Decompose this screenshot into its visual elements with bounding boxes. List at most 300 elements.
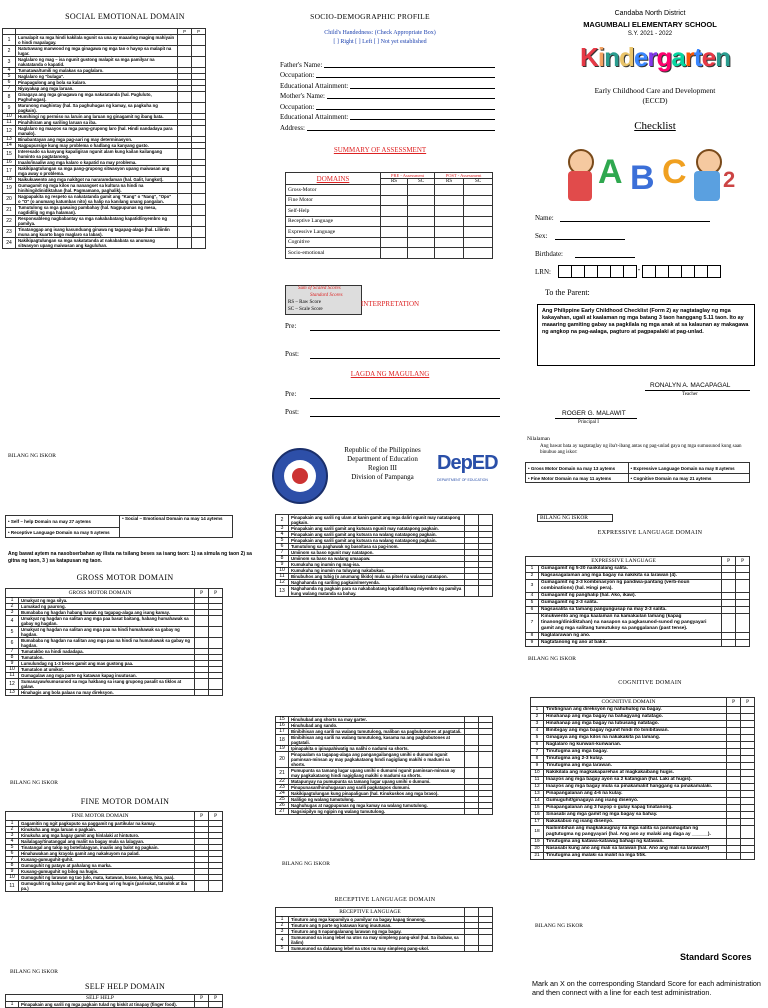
lrn-digit-box[interactable]	[694, 265, 708, 278]
lrn-digit-box[interactable]	[571, 265, 585, 278]
summary-score-cell[interactable]	[408, 237, 435, 248]
gross-item-text: Hinahagis ang bola palaas na may direksyon.	[19, 690, 195, 696]
social-check-cell[interactable]	[178, 216, 192, 227]
socio-field-row[interactable]	[280, 121, 495, 132]
selfhelp-check-cell[interactable]	[465, 768, 479, 779]
cognitive-check-cell[interactable]	[727, 707, 741, 714]
selfhelp-bilang: BILANG NG ISKOR	[282, 861, 330, 867]
summary-score-cell[interactable]	[435, 185, 464, 196]
social-check-cell[interactable]	[192, 92, 206, 103]
cognitive-check-cell[interactable]	[741, 791, 755, 798]
receptive-item-number: 4	[276, 935, 289, 946]
summary-score-cell[interactable]	[435, 206, 464, 217]
expressive-check-cell[interactable]	[722, 600, 736, 607]
gross-item-number: 6	[6, 638, 19, 649]
socio-field-row[interactable]	[280, 69, 495, 80]
cognitive-check-cell[interactable]	[727, 791, 741, 798]
cognitive-check-cell[interactable]	[741, 756, 755, 763]
cognitive-item-text: Inaayos ang mga bagay ayon sa 2 katangian (hal. Laki at hugis).	[544, 777, 727, 784]
gross-check-cell[interactable]	[209, 627, 223, 638]
cognitive-check-cell[interactable]	[741, 763, 755, 770]
socio-field-row[interactable]	[280, 58, 495, 69]
expressive-check-cell[interactable]	[736, 593, 750, 600]
selfhelp-item-text: Binibihisan ang sarili na walang tumutulong, maliban sa pagbubutones at pagtatali.	[289, 729, 465, 735]
expressive-check-cell[interactable]	[736, 640, 750, 647]
selfhelp-check-cell[interactable]	[479, 768, 493, 779]
social-check-cell[interactable]	[178, 149, 192, 160]
socio-field-line[interactable]	[350, 88, 495, 89]
cognitive-check-cell[interactable]	[741, 707, 755, 714]
social-check-cell[interactable]	[178, 35, 192, 46]
social-check-cell[interactable]	[178, 238, 192, 249]
receptive-item-text: Tinuturo ang 5 napangalanang larawan ng mga bagay.	[289, 929, 465, 935]
social-check-cell[interactable]	[178, 46, 192, 57]
selfhelp-item-number: 15	[276, 717, 289, 723]
summary-score-cell[interactable]	[381, 216, 408, 227]
selfhelp-check-cell[interactable]	[479, 752, 493, 768]
expressive-check-cell[interactable]	[736, 573, 750, 580]
gross-check-cell[interactable]	[209, 690, 223, 696]
summary-col: SC	[464, 179, 493, 185]
expressive-check-cell[interactable]	[736, 566, 750, 573]
selfhelp-check-cell[interactable]	[479, 515, 493, 526]
social-item-text: Marunong maghintay (hal. Sa paghuhugas ng kamay, sa pagkuha ng pagkain).	[16, 103, 178, 114]
social-check-cell[interactable]	[192, 205, 206, 216]
gross-item-text: Lumulundag ng 1-3 beses gamit ang mas gustong paa.	[19, 661, 195, 667]
cognitive-check-cell[interactable]	[727, 721, 741, 728]
social-item-text: Pinahihiram ang sariling laruan sa iba.	[16, 120, 178, 126]
selfhelp-item-number: 24	[276, 791, 289, 797]
summary-row	[286, 185, 493, 196]
summary-domain: Expressive Language	[286, 227, 381, 238]
gross-check-cell[interactable]	[209, 679, 223, 690]
expressive-check-cell[interactable]	[722, 580, 736, 593]
republic-line1: Republic of the Philippines	[344, 446, 421, 454]
cognitive-row	[531, 805, 755, 812]
summary-domain: Gross-Motor	[286, 185, 381, 196]
lagda-pre-line[interactable]	[310, 398, 500, 399]
socio-field-line[interactable]	[307, 130, 495, 131]
cognitive-check-cell[interactable]	[741, 777, 755, 784]
receptive-check-cell[interactable]	[479, 946, 493, 952]
expressive-item-number: 1	[526, 566, 539, 573]
summary-score-cell[interactable]	[408, 185, 435, 196]
cognitive-item-number: 18	[531, 826, 544, 839]
summary-score-cell[interactable]	[408, 248, 435, 259]
cognitive-check-cell[interactable]	[727, 742, 741, 749]
summary-score-cell[interactable]	[408, 195, 435, 206]
cognitive-item-text: Inaayos ang mga bagay mula sa pinakamaliit hanggang sa pinakamalaki.	[544, 784, 727, 791]
summary-score-cell[interactable]	[464, 185, 493, 196]
selfhelp-row	[276, 729, 493, 735]
selfhelp-row	[6, 1002, 223, 1008]
cognitive-check-cell[interactable]	[741, 826, 755, 839]
cover-domain-box: • Gross Motor Domain na may 13 aytems • Expressive Language Domain na may 8 aytems • Fine Motor Domain na may 11 aytems • Cognitive Domain na may 21 aytems	[525, 462, 750, 483]
cover-box-2: Expressive Language Domain na may 8 aytems	[633, 465, 735, 471]
fine-item-number: 5	[6, 845, 19, 851]
cognitive-check-cell[interactable]	[727, 763, 741, 770]
social-check-cell[interactable]	[192, 57, 206, 68]
social-check-cell[interactable]	[178, 126, 192, 137]
gross-check-cell[interactable]	[195, 638, 209, 649]
summary-col: SC	[408, 179, 435, 185]
cognitive-check-cell[interactable]	[727, 853, 741, 860]
fine-check-cell[interactable]	[195, 881, 209, 892]
social-item-text: Nagpupursige kung may problema o hadlang sa kanyang gusto.	[16, 143, 178, 149]
summary-score-cell[interactable]	[464, 227, 493, 238]
expressive-row	[526, 580, 750, 593]
expressive-table	[525, 556, 750, 647]
birthdate-field[interactable]	[575, 257, 635, 258]
gross-check-cell[interactable]	[195, 616, 209, 627]
expressive-bilang-top: BILANG NG ISKOR	[537, 514, 613, 522]
selfhelp-table-3	[275, 716, 493, 815]
receptive-check-cell[interactable]	[465, 935, 479, 946]
cognitive-row	[531, 714, 755, 721]
selfhelp-check-cell[interactable]	[479, 586, 493, 597]
kindergarten-banner	[565, 40, 745, 74]
cognitive-col-1: P	[727, 698, 741, 707]
selfhelp-check-cell[interactable]	[209, 1002, 223, 1008]
parent-text-box: Ang Philippine Early Childhood Checklist (Form 2) ay nagtataglay ng mga kakayahan, ugali at kaalaman ng mga batang 3 taon hanggang 5.11 taon. Ito ay maaaring gamiting gabay sa pagkilala ng mga anak at sa kalaunan ay makagawa ng angkop na pag-aalaga, pagturo at pagpapalaki at pag-unlad.	[537, 304, 755, 366]
social-check-cell[interactable]	[192, 103, 206, 114]
socio-field-line[interactable]	[324, 67, 495, 68]
cognitive-check-cell[interactable]	[741, 784, 755, 791]
socio-field-line[interactable]	[350, 119, 495, 120]
cognitive-check-cell[interactable]	[741, 812, 755, 819]
school-year: S.Y. 2021 - 2022	[627, 31, 673, 37]
lrn-dash: -	[637, 265, 641, 274]
cognitive-item-number: 13	[531, 791, 544, 798]
cognitive-check-cell[interactable]	[727, 784, 741, 791]
cognitive-check-cell[interactable]	[741, 819, 755, 826]
social-check-cell[interactable]	[178, 205, 192, 216]
expressive-check-cell[interactable]	[722, 614, 736, 633]
cognitive-item-number: 2	[531, 714, 544, 721]
cognitive-row	[531, 819, 755, 826]
lrn-digit-box[interactable]	[668, 265, 682, 278]
interp-pre-line[interactable]	[310, 330, 500, 331]
social-check-cell[interactable]	[192, 227, 206, 238]
summary-score-cell[interactable]	[381, 206, 408, 217]
cognitive-check-cell[interactable]	[727, 826, 741, 839]
social-row	[3, 205, 206, 216]
cognitive-row	[531, 756, 755, 763]
lrn-digit-box[interactable]	[623, 265, 637, 278]
summary-score-cell[interactable]	[381, 248, 408, 259]
selfhelp-item-number: 23	[276, 785, 289, 791]
selfhelp-check-cell[interactable]	[465, 586, 479, 597]
expressive-item-number: 6	[526, 607, 539, 614]
expressive-item-text: Gumagamit ng panghalip (hal. Ako, ikaw).	[539, 593, 722, 600]
kindergarten-letter: t	[693, 42, 702, 72]
interp-post-line[interactable]	[310, 358, 500, 359]
receptive-check-cell[interactable]	[465, 946, 479, 952]
social-check-cell[interactable]	[192, 216, 206, 227]
cognitive-item-text: Tinutugma ang mga larawan.	[544, 763, 727, 770]
selfhelp-item-number: 4	[276, 532, 289, 538]
selfhelp-check-cell[interactable]	[465, 752, 479, 768]
fine-item-text: Nailalagay/tinatanggal ang maliit na bagay mula sa lalagyan.	[19, 839, 195, 845]
social-check-cell[interactable]	[178, 227, 192, 238]
expressive-check-cell[interactable]	[722, 573, 736, 580]
expressive-check-cell[interactable]	[722, 633, 736, 640]
cognitive-check-cell[interactable]	[727, 714, 741, 721]
expressive-row	[526, 607, 750, 614]
cognitive-check-cell[interactable]	[741, 846, 755, 853]
social-check-cell[interactable]	[192, 194, 206, 205]
social-check-cell[interactable]	[178, 92, 192, 103]
expressive-check-cell[interactable]	[736, 600, 750, 607]
lrn-digit-box[interactable]	[642, 265, 656, 278]
social-item-number: 19	[3, 183, 16, 194]
selfhelp-title: SELF HELP DOMAIN	[84, 982, 166, 991]
lrn-digit-box[interactable]	[681, 265, 695, 278]
socio-field-label: Occupation:	[280, 102, 315, 111]
selfhelp-item-number: 25	[276, 797, 289, 803]
expressive-row	[526, 640, 750, 647]
expressive-row	[526, 566, 750, 573]
summary-score-cell[interactable]	[435, 227, 464, 238]
gross-title: GROSS MOTOR DOMAIN	[76, 573, 174, 582]
fine-item-number: 1	[6, 821, 19, 827]
cognitive-check-cell[interactable]	[727, 749, 741, 756]
fine-item-text: Kinukuha ang mga laruan o pagkain.	[19, 827, 195, 833]
cognitive-check-cell[interactable]	[727, 805, 741, 812]
kindergarten-letter: d	[618, 42, 634, 72]
social-check-cell[interactable]	[178, 57, 192, 68]
social-item-number: 1	[3, 35, 16, 46]
gross-check-cell[interactable]	[195, 679, 209, 690]
gross-col-2: P	[209, 589, 223, 598]
cognitive-check-cell[interactable]	[727, 846, 741, 853]
cognitive-row	[531, 707, 755, 714]
lagda-post-line[interactable]	[310, 416, 500, 417]
summary-score-cell[interactable]	[381, 185, 408, 196]
cognitive-check-cell[interactable]	[727, 798, 741, 805]
selfhelp-item-text: Ipinapakita o ipinapahiwatig na nalihi o nadumi sa shorts.	[289, 746, 465, 752]
expressive-check-cell[interactable]	[722, 640, 736, 647]
gross-item-text: Tumatakbo na hindi nadadapa.	[19, 649, 195, 655]
social-check-cell[interactable]	[192, 126, 206, 137]
fine-item-text: Kusang-gumuguhit-guhit.	[19, 857, 195, 863]
summary-table	[285, 172, 493, 259]
lrn-digit-box[interactable]	[610, 265, 624, 278]
gross-row	[6, 627, 223, 638]
social-item-number: 22	[3, 216, 16, 227]
socio-field-line[interactable]	[316, 109, 495, 110]
name-field[interactable]	[560, 221, 710, 222]
social-check-cell[interactable]	[178, 166, 192, 177]
expressive-check-cell[interactable]	[722, 607, 736, 614]
gross-item-number: 8	[6, 655, 19, 661]
summary-score-cell[interactable]	[435, 237, 464, 248]
selfhelp-check-cell[interactable]	[465, 809, 479, 815]
expressive-row	[526, 614, 750, 633]
summary-score-cell[interactable]	[464, 206, 493, 217]
receptive-header: RECEPTIVE LANGUAGE	[276, 908, 465, 917]
lagda-post-label: Post:	[285, 408, 300, 416]
lrn-digit-box[interactable]	[655, 265, 669, 278]
gross-check-cell[interactable]	[209, 616, 223, 627]
gross-check-cell[interactable]	[209, 638, 223, 649]
expressive-check-cell[interactable]	[736, 614, 750, 633]
selfhelp-row	[276, 586, 493, 597]
selfhelp-check-cell[interactable]	[195, 1002, 209, 1008]
lrn-field[interactable]	[558, 265, 720, 283]
cognitive-item-number: 20	[531, 846, 544, 853]
handedness-options[interactable]: [ ] Right [ ] Left [ ] Not yet established	[333, 39, 427, 45]
summary-score-cell[interactable]	[435, 248, 464, 259]
social-check-cell[interactable]	[192, 46, 206, 57]
fine-item-number: 9	[6, 869, 19, 875]
principal-line	[555, 418, 637, 419]
summary-score-cell[interactable]	[408, 227, 435, 238]
socio-field-row[interactable]	[280, 111, 495, 122]
socio-field-row[interactable]	[280, 90, 495, 101]
cognitive-check-cell[interactable]	[727, 819, 741, 826]
expressive-check-cell[interactable]	[736, 633, 750, 640]
cognitive-check-cell[interactable]	[727, 735, 741, 742]
cognitive-check-cell[interactable]	[741, 728, 755, 735]
social-check-cell[interactable]	[192, 149, 206, 160]
fine-item-number: 11	[6, 881, 19, 892]
summary-score-cell[interactable]	[381, 227, 408, 238]
social-check-cell[interactable]	[192, 35, 206, 46]
kids-abc-illustration: A B C 2	[568, 147, 748, 207]
cognitive-item-number: 21	[531, 853, 544, 860]
fine-check-cell[interactable]	[209, 881, 223, 892]
socio-field-line[interactable]	[327, 98, 495, 99]
receptive-item-text: Sumusunod sa isang lebel na utos na may simpleng pang-ukol (hal. Sa ibabaw, sa ilalim)	[289, 935, 465, 946]
summary-score-cell[interactable]	[464, 237, 493, 248]
selfhelp-item-number: 27	[276, 809, 289, 815]
socio-field-label: Address:	[280, 123, 305, 132]
selfhelp-item-text: Pinapakain ang sarili ng mga pagkain tulad ng biskit at tinapay (finger food).	[19, 1002, 195, 1008]
expressive-check-cell[interactable]	[722, 566, 736, 573]
cognitive-check-cell[interactable]	[727, 756, 741, 763]
social-check-cell[interactable]	[192, 166, 206, 177]
selfhelp-item-number: 11	[276, 574, 289, 580]
social-check-cell[interactable]	[192, 183, 206, 194]
cognitive-check-cell[interactable]	[727, 770, 741, 777]
selfhelp-item-text: Pinupunasan/hinuhugasan ang sarili pagkatapos dumumi.	[289, 785, 465, 791]
socio-field-line[interactable]	[316, 77, 495, 78]
district: Candaba North District	[614, 10, 686, 17]
cognitive-check-cell[interactable]	[741, 853, 755, 860]
social-item-text: Pinapagulong ang bola sa kalaro.	[16, 80, 178, 86]
gross-item-number: 10	[6, 667, 19, 673]
gross-check-cell[interactable]	[195, 627, 209, 638]
cognitive-check-cell[interactable]	[727, 728, 741, 735]
fine-row	[6, 881, 223, 892]
summary-col: RS	[381, 179, 408, 185]
social-item-text: Nakikipagtulungan sa mga nakatatanda at nakababata sa anumang sitwasyon upang maiwasan ang kaguluhan.	[16, 238, 178, 249]
cognitive-row	[531, 749, 755, 756]
summary-score-cell[interactable]	[464, 195, 493, 206]
cognitive-item-text: Nasasabi kung ano ang mali sa larawan (hal. Ano ang mali sa larawan?)	[544, 846, 727, 853]
cognitive-check-cell[interactable]	[741, 714, 755, 721]
selfhelp-check-cell[interactable]	[479, 809, 493, 815]
expressive-check-cell[interactable]	[736, 607, 750, 614]
cognitive-check-cell[interactable]	[741, 770, 755, 777]
gross-check-cell[interactable]	[195, 690, 209, 696]
selfhelp-item-text: Kumukuha ng inumin ng mag-isa.	[289, 562, 465, 568]
cognitive-check-cell[interactable]	[727, 839, 741, 846]
summary-score-cell[interactable]	[435, 195, 464, 206]
cognitive-check-cell[interactable]	[741, 805, 755, 812]
lrn-digit-box[interactable]	[707, 265, 721, 278]
social-row	[3, 92, 206, 103]
social-row	[3, 57, 206, 68]
lrn-digit-box[interactable]	[558, 265, 572, 278]
social-row	[3, 194, 206, 205]
cognitive-check-cell[interactable]	[727, 812, 741, 819]
fine-item-number: 7	[6, 857, 19, 863]
social-check-cell[interactable]	[178, 103, 192, 114]
summary-score-cell[interactable]	[464, 248, 493, 259]
lrn-digit-box[interactable]	[584, 265, 598, 278]
selfhelp-check-cell[interactable]	[479, 735, 493, 746]
selfhelp-check-cell[interactable]	[465, 515, 479, 526]
gross-item-text: Umakyat ng hagdan na salitan ang mga paa na hindi humahawak sa gabay ng hagdan.	[19, 627, 195, 638]
expressive-check-cell[interactable]	[722, 593, 736, 600]
cognitive-check-cell[interactable]	[741, 735, 755, 742]
socio-field-row[interactable]	[280, 79, 495, 90]
gross-item-number: 11	[6, 673, 19, 679]
cognitive-check-cell[interactable]	[727, 777, 741, 784]
summary-score-cell[interactable]	[381, 195, 408, 206]
social-check-cell[interactable]	[178, 183, 192, 194]
gross-item-number: 2	[6, 604, 19, 610]
sex-field[interactable]	[555, 239, 625, 240]
fine-item-text: Hinahawakan ang krayola gamit ang nakakuyom na palad.	[19, 851, 195, 857]
summary-score-cell[interactable]	[381, 237, 408, 248]
cognitive-check-cell[interactable]	[741, 721, 755, 728]
sex-label: Sex:	[535, 232, 548, 240]
receptive-item-number: 3	[276, 929, 289, 935]
social-item-text: Naglalaro ng mag – isa ngunit gustong malapit sa mga pamilyar na nakatatanda o kapatid.	[16, 57, 178, 68]
gross-item-text: Umakyat ng mga silya.	[19, 598, 195, 604]
socio-field-row[interactable]	[280, 100, 495, 111]
summary-score-cell[interactable]	[408, 216, 435, 227]
summary-score-cell[interactable]	[408, 206, 435, 217]
lrn-digit-box[interactable]	[597, 265, 611, 278]
social-check-cell[interactable]	[192, 238, 206, 249]
social-check-cell[interactable]	[178, 194, 192, 205]
cognitive-check-cell[interactable]	[741, 749, 755, 756]
summary-score-cell[interactable]	[464, 216, 493, 227]
social-item-text: Naglalaro ng "bulaga".	[16, 74, 178, 80]
selfhelp-item-number: 5	[276, 538, 289, 544]
social-col: P	[192, 29, 206, 35]
gross-row	[6, 679, 223, 690]
cognitive-check-cell[interactable]	[741, 839, 755, 846]
receptive-table	[275, 907, 493, 952]
expressive-check-cell[interactable]	[736, 580, 750, 593]
receptive-check-cell[interactable]	[479, 935, 493, 946]
cognitive-item-number: 1	[531, 707, 544, 714]
cognitive-check-cell[interactable]	[741, 798, 755, 805]
selfhelp-check-cell[interactable]	[465, 735, 479, 746]
cognitive-check-cell[interactable]	[741, 742, 755, 749]
teacher-role: Teacher	[682, 392, 698, 397]
social-item-text: Humihingi ng permiso na laruin ang laruan ng ginagamit ng ibang bata.	[16, 114, 178, 120]
summary-score-cell[interactable]	[435, 216, 464, 227]
gross-col-1: P	[195, 589, 209, 598]
republic-block	[335, 446, 430, 482]
receptive-row	[276, 946, 493, 952]
